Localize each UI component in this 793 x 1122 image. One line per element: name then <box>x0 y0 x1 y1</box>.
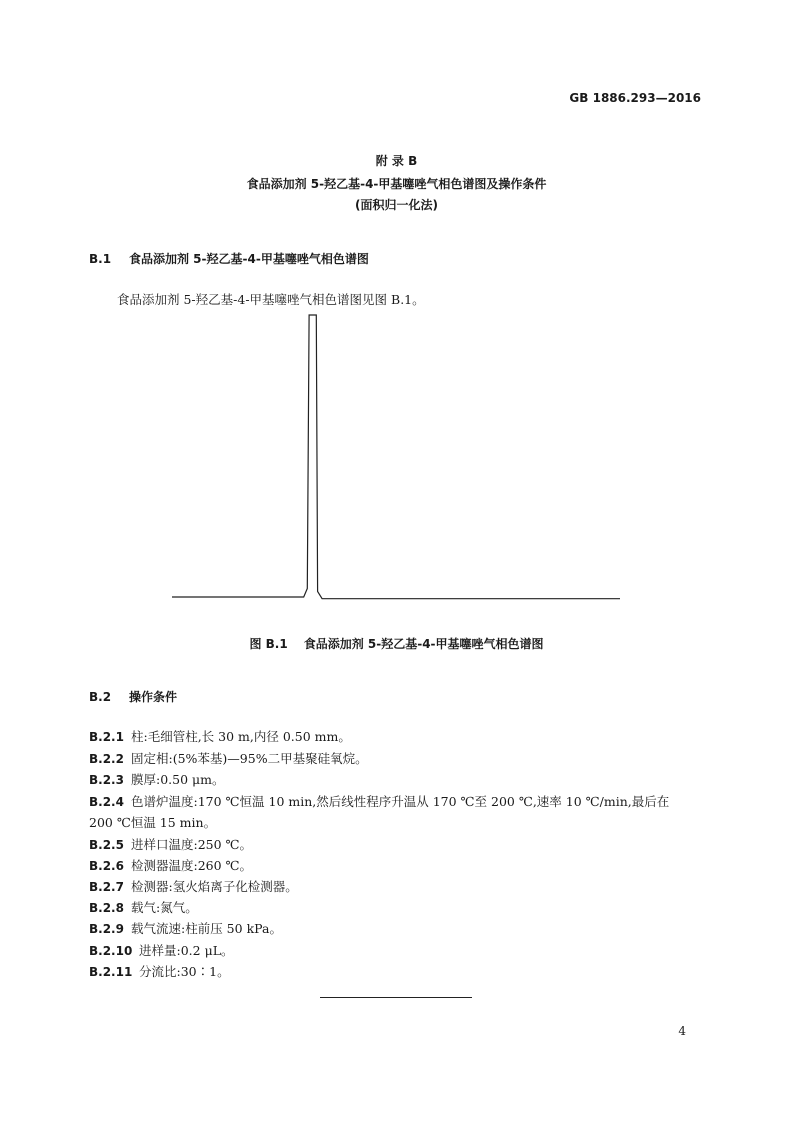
item-text: 色谱炉温度:170 ℃恒温 10 min,然后线性程序升温从 170 ℃至 200 ℃,速率 10 ℃/min,最后在 <box>131 794 670 809</box>
figure-caption <box>0 635 793 652</box>
section-title: 食品添加剂 5-羟乙基-4-甲基噻唑气相色谱图 <box>129 252 369 266</box>
chromatogram-line <box>172 315 620 599</box>
item-text: 柱:毛细管柱,长 30 m,内径 0.50 mm。 <box>131 729 351 744</box>
condition-item <box>89 898 198 916</box>
condition-item <box>89 835 252 853</box>
condition-item-continuation: 200 ℃恒温 15 min。 <box>89 815 217 830</box>
item-number: B.2.5 <box>89 838 124 852</box>
condition-item <box>89 749 368 767</box>
item-text: 检测器温度:260 ℃。 <box>131 858 253 873</box>
page-number: 4 <box>678 1024 686 1038</box>
item-number: B.2.3 <box>89 773 124 787</box>
item-number: B.2.11 <box>89 965 133 979</box>
item-text: 载气:氮气。 <box>131 900 198 915</box>
condition-item <box>89 727 351 745</box>
item-text: 进样量:0.2 μL。 <box>139 943 234 958</box>
condition-item <box>89 792 669 810</box>
item-number: B.2.8 <box>89 901 124 915</box>
figure-number: 图 B.1 <box>249 637 288 651</box>
condition-item <box>89 877 298 895</box>
item-text: 进样口温度:250 ℃。 <box>131 837 253 852</box>
condition-item <box>89 770 225 788</box>
section-b2-heading <box>89 688 177 705</box>
item-number: B.2.7 <box>89 880 124 894</box>
item-text: 检测器:氢火焰离子化检测器。 <box>131 879 298 894</box>
item-number: B.2.1 <box>89 730 124 744</box>
item-number: B.2.9 <box>89 922 124 936</box>
item-number: B.2.2 <box>89 752 124 766</box>
appendix-title: 食品添加剂 5-羟乙基-4-甲基噻唑气相色谱图及操作条件 <box>246 177 547 191</box>
appendix-note: (面积归一化法) <box>355 198 438 212</box>
condition-item <box>89 941 234 959</box>
condition-item <box>89 962 230 980</box>
section-b1-paragraph: 食品添加剂 5-羟乙基-4-甲基噻唑气相色谱图见图 B.1。 <box>117 292 425 307</box>
item-text: 分流比:30∶1。 <box>139 964 230 979</box>
item-text: 膜厚:0.50 μm。 <box>131 772 225 787</box>
item-number: B.2.4 <box>89 795 124 809</box>
condition-item <box>89 919 282 937</box>
footnote-divider <box>320 997 472 998</box>
section-number: B.1 <box>89 252 112 266</box>
item-text: 载气流速:柱前压 50 kPa。 <box>131 921 282 936</box>
section-number: B.2 <box>89 690 112 704</box>
item-text: 固定相:(5%苯基)—95%二甲基聚硅氧烷。 <box>131 751 368 766</box>
condition-item <box>89 856 252 874</box>
item-number: B.2.6 <box>89 859 124 873</box>
standard-code: GB 1886.293—2016 <box>569 91 701 105</box>
appendix-label: 附 录 B <box>375 154 418 168</box>
section-title: 操作条件 <box>129 690 178 704</box>
figure-title: 食品添加剂 5-羟乙基-4-甲基噻唑气相色谱图 <box>303 637 544 651</box>
item-number: B.2.10 <box>89 944 133 958</box>
